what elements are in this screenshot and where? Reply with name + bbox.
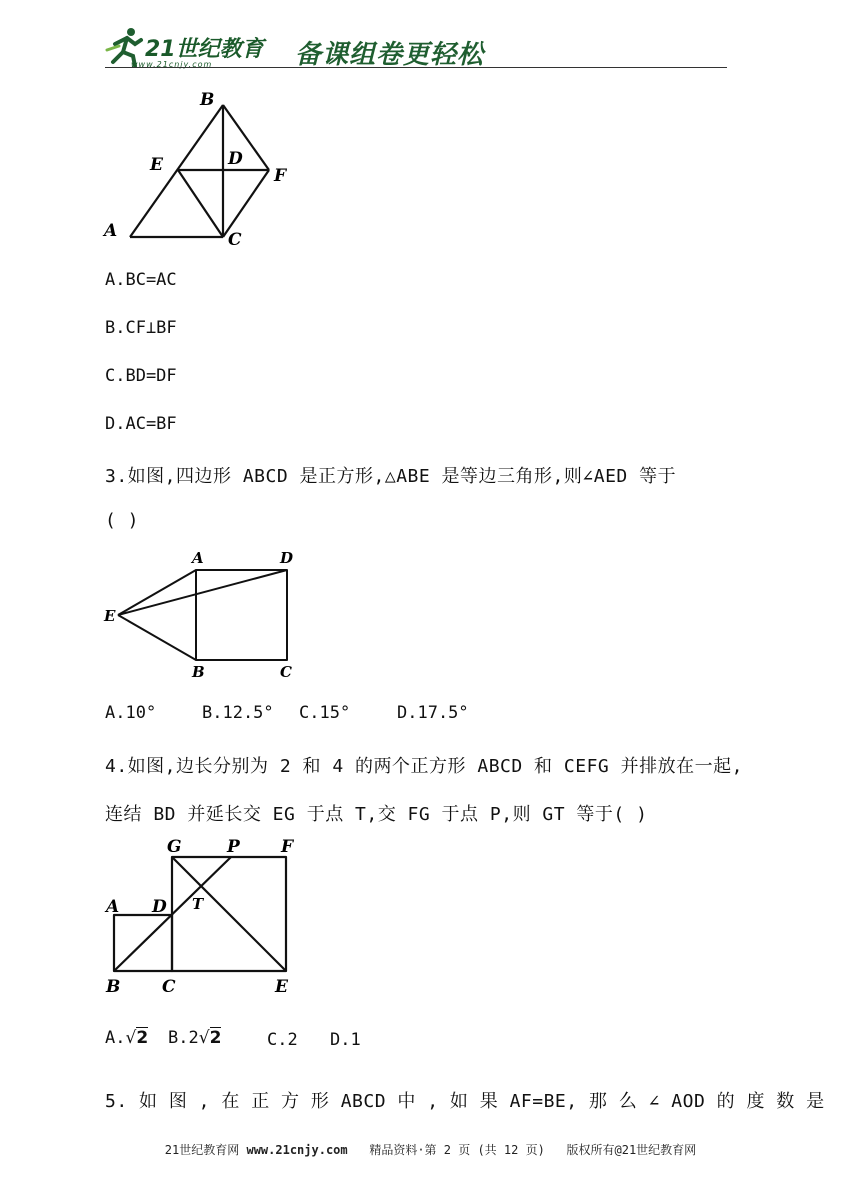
q2-option-c: C.BD=DF	[105, 366, 177, 386]
label-C: C	[228, 230, 242, 248]
label-E: E	[275, 977, 288, 997]
label-A: A	[106, 897, 120, 917]
label-P: P	[227, 837, 240, 857]
label-D: D	[280, 549, 294, 567]
q4-stem-line1: 4.如图,边长分别为 2 和 4 的两个正方形 ABCD 和 CEFG 并排放在一起,	[105, 756, 743, 777]
figure-q4	[100, 834, 310, 999]
q4-option-c: C.2	[267, 1030, 298, 1050]
label-A: A	[104, 221, 118, 241]
q4-option-a	[105, 1030, 148, 1047]
label-B: B	[106, 977, 121, 997]
label-B: B	[200, 90, 215, 110]
q4-option-b	[168, 1030, 221, 1047]
q4-stem-line2: 连结 BD 并延长交 EG 于点 T,交 FG 于点 P,则 GT 等于( )	[105, 804, 648, 825]
q4-option-b-label: B.2	[168, 1028, 199, 1048]
footer-copyright: 版权所有@21世纪教育网	[566, 1143, 697, 1157]
q3-option-b: B.12.5°	[202, 703, 274, 723]
q3-option-a: A.10°	[105, 703, 157, 723]
q4-option-d: D.1	[330, 1030, 361, 1050]
label-D: D	[228, 149, 243, 169]
header-slogan: 备课组卷更轻松	[295, 40, 485, 70]
label-F: F	[274, 166, 287, 186]
label-F: F	[281, 837, 294, 857]
q2-option-a: A.BC=AC	[105, 270, 177, 290]
figure-q3	[100, 546, 300, 686]
header-divider	[105, 67, 727, 68]
q3-option-d: D.17.5°	[397, 703, 469, 723]
footer-left: 21世纪教育网	[164, 1143, 240, 1157]
q3-option-c: C.15°	[299, 703, 351, 723]
sqrt-icon: √	[198, 1028, 210, 1048]
label-A: A	[192, 549, 204, 567]
q3-stem-line2: ( )	[105, 510, 140, 531]
q4-option-b-radicand: 2	[209, 1028, 222, 1048]
q2-option-b: B.CF⊥BF	[105, 318, 177, 338]
label-E: E	[104, 607, 116, 625]
label-T: T	[192, 895, 204, 913]
label-E: E	[150, 155, 163, 175]
label-C: C	[280, 663, 292, 681]
footer-page-info: 精品资料·第 2 页 (共 12 页)	[369, 1143, 545, 1157]
label-B: B	[192, 663, 205, 681]
page-footer	[0, 1141, 861, 1158]
q5-stem-line1: 5. 如 图 , 在 正 方 形 ABCD 中 , 如 果 AF=BE, 那 么 ∠ AOD 的 度 数 是	[105, 1091, 825, 1112]
footer-site-link[interactable]: www.21cnjy.com	[246, 1143, 348, 1157]
brand-name: 21世纪教育	[145, 37, 264, 62]
q4-option-a-radicand: 2	[136, 1028, 149, 1048]
label-C: C	[162, 977, 176, 997]
figure-q2	[100, 88, 300, 248]
q2-option-d: D.AC=BF	[105, 414, 177, 434]
q4-option-a-label: A.	[105, 1028, 126, 1048]
brand-url: www.21cnjy.com	[131, 60, 213, 69]
label-G: G	[167, 837, 182, 857]
sqrt-icon: √	[125, 1028, 137, 1048]
label-D: D	[152, 897, 167, 917]
q3-stem-line1: 3.如图,四边形 ABCD 是正方形,△ABE 是等边三角形,则∠AED 等于	[105, 466, 677, 487]
page-header	[105, 22, 730, 70]
